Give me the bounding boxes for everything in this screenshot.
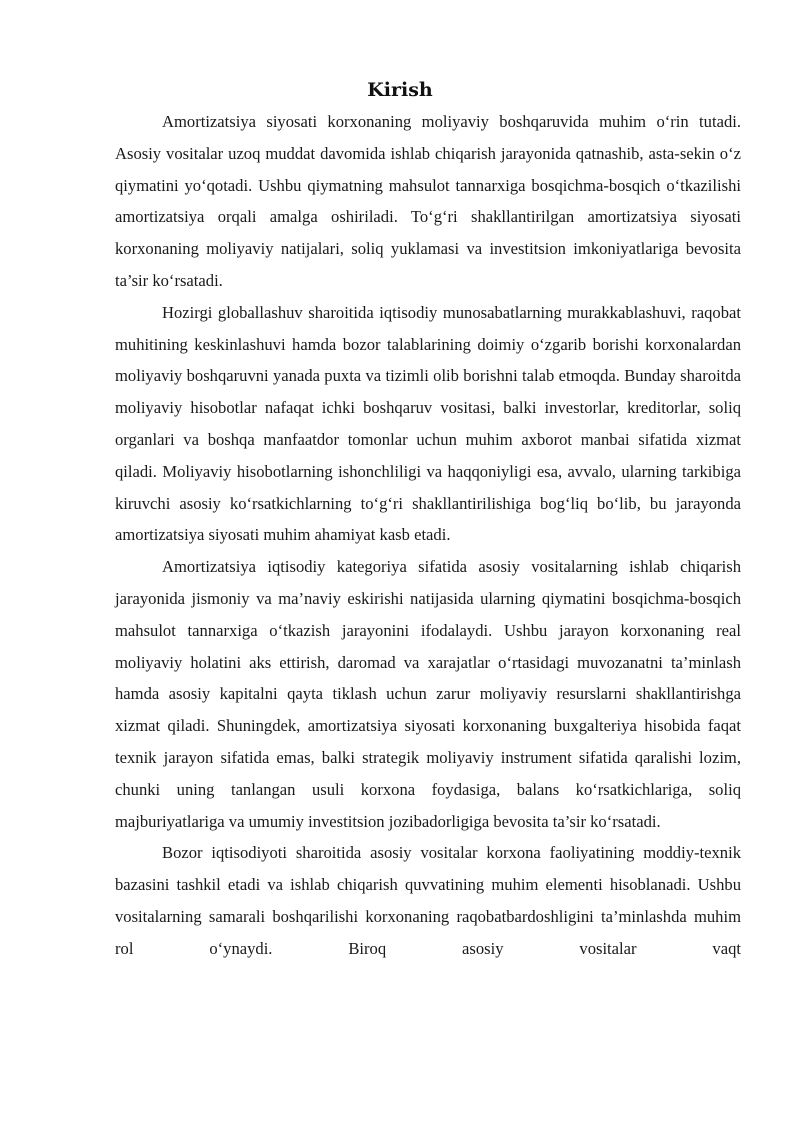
paragraph-3: Amortizatsiya iqtisodiy kategoriya sifatida asosiy vositalarning ishlab chiqarish jarayonida jismoniy va ma’naviy eskirishi natijasida ularning qiymatini bosqichma-bosqich mahsulot tannarxiga o‘tkazish jarayonini ifodalaydi. Ushbu jarayon korxonaning real moliyaviy holatini aks ettirish, daromad va xarajatlar o‘rtasidagi muvozanatni ta’minlash hamda asosiy kapitalni qayta tiklash uchun zarur moliyaviy resurslarni shakllantirishga xizmat qiladi. Shuningdek, amortizatsiya siyosati korxonaning buxgalteriya hisobida faqat texnik jarayon sifatida emas, balki strategik moliyaviy instrument sifatida qaralishi lozim, chunki uning tanlangan usuli korxona foydasiga, balans ko‘rsatkichlariga, soliq majburiyatlariga va umumiy investitsion jozibadorligiga bevosita ta’sir ko‘rsatadi. — [115, 557, 741, 831]
document-body — [115, 106, 741, 965]
paragraph-2: Hozirgi globallashuv sharoitida iqtisodiy munosabatlarning murakkablashuvi, raqobat muhitining keskinlashuvi hamda bozor talablarining doimiy o‘zgarib borishi korxonalardan moliyaviy boshqaruvni yanada puxta va tizimli olib borishni talab etmoqda. Bunday sharoitda moliyaviy hisobotlar nafaqat ichki boshqaruv vositasi, balki investorlar, kreditorlar, soliq organlari va boshqa manfaatdor tomonlar uchun muhim axborot manbai sifatida xizmat qiladi. Moliyaviy hisobotlarning ishonchliligi va haqqoniyligi esa, avvalo, ularning tarkibiga kiruvchi asosiy ko‘rsatkichlarning to‘g‘ri shakllantirilishiga bog‘liq bo‘lib, bu jarayonda amortizatsiya siyosati muhim ahamiyat kasb etadi. — [115, 302, 741, 545]
page-title: Kirish — [367, 79, 433, 101]
paragraph-4: Bozor iqtisodiyoti sharoitida asosiy vositalar korxona faoliyatining moddiy-texnik bazasini tashkil etadi va ishlab chiqarish quvvatining muhim elementi hisoblanadi. Ushbu vositalarning samarali boshqarilishi korxonaning raqobatbardoshligini ta’minlashda muhim rol o‘ynaydi. Biroq asosiy vositalar vaqt — [115, 843, 741, 958]
paragraph-1: Amortizatsiya siyosati korxonaning moliyaviy boshqaruvida muhim o‘rin tutadi. Asosiy vositalar uzoq muddat davomida ishlab chiqarish jarayonida qatnashib, asta-sekin o‘z qiymatini yo‘qotadi. Ushbu qiymatning mahsulot tannarxiga bosqichma-bosqich o‘tkazilishi amortizatsiya orqali amalga oshiriladi. To‘g‘ri shakllantirilgan amortizatsiya siyosati korxonaning moliyaviy natijalari, soliq yuklamasi va investitsion imkoniyatlariga bevosita ta’sir ko‘rsatadi. — [115, 112, 741, 290]
